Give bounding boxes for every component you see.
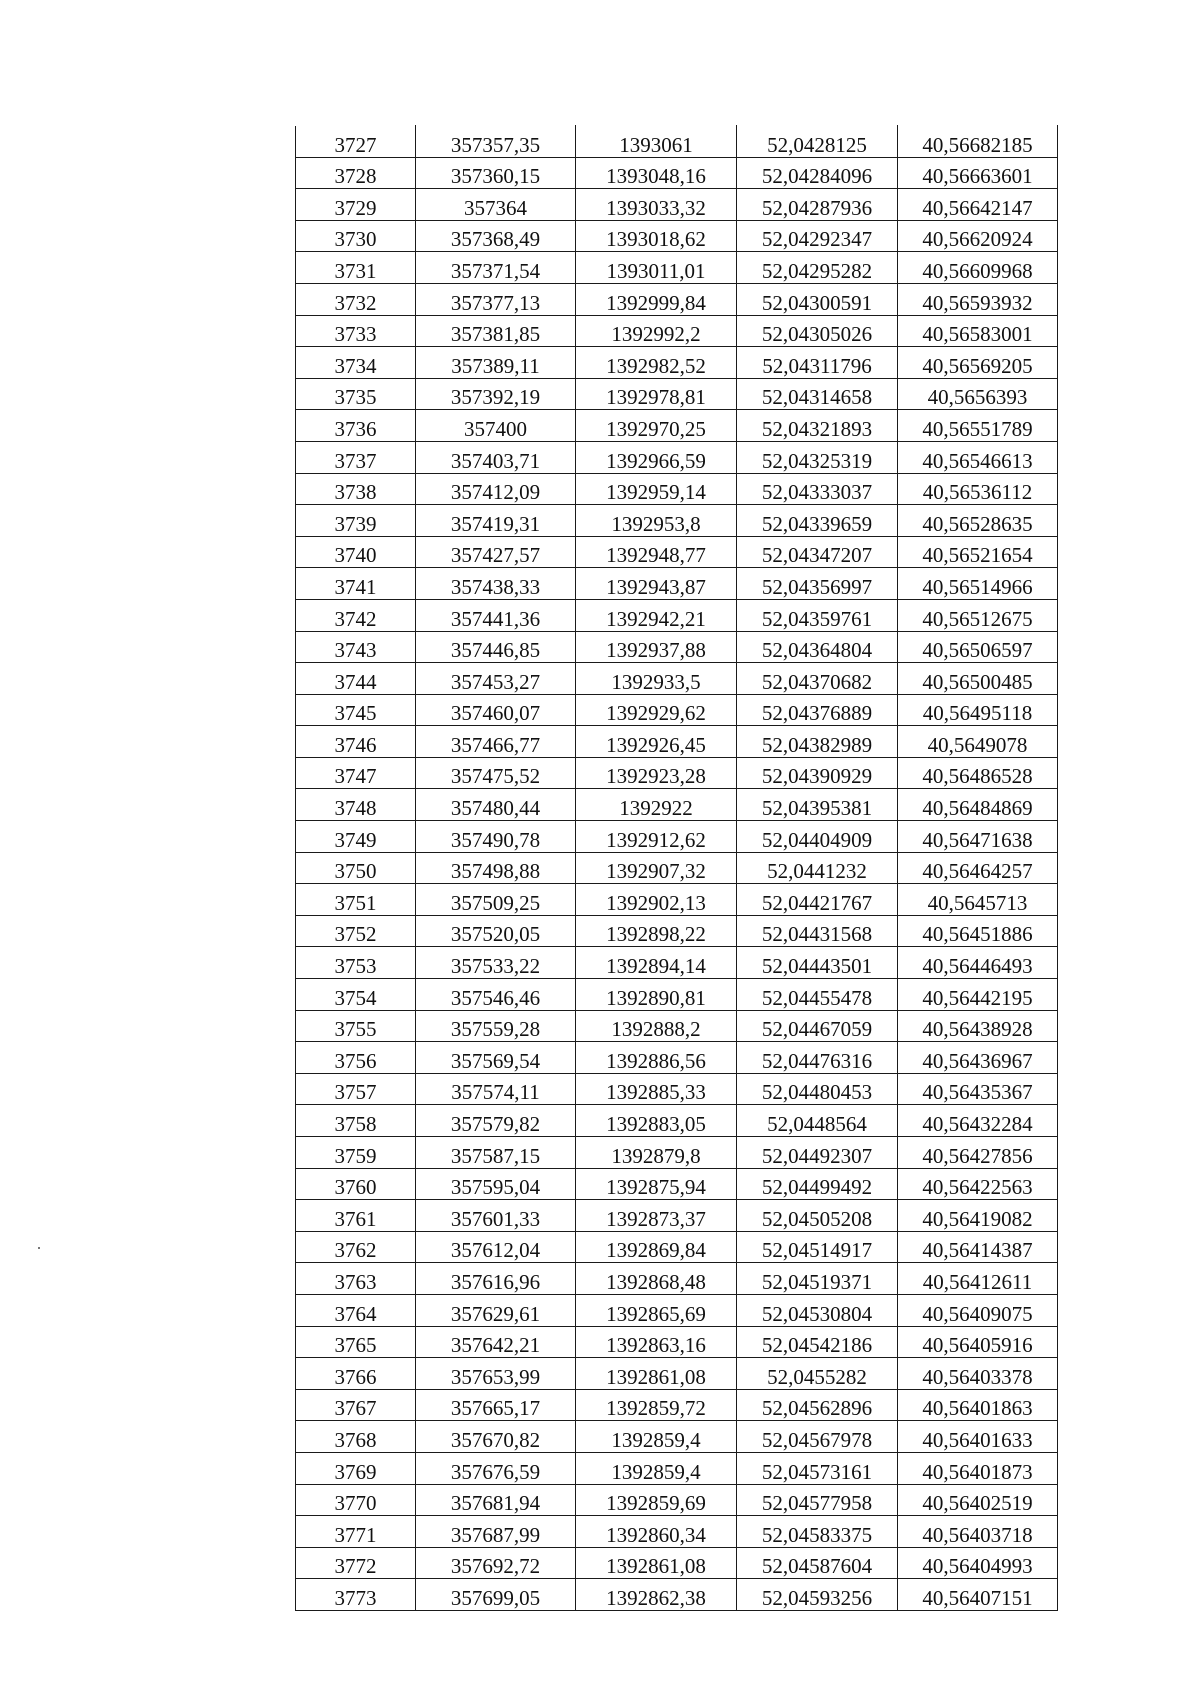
coordinates-table [295, 125, 1058, 1611]
y-coordinate-cell: 1392937,88 [576, 631, 737, 663]
y-coordinate-cell: 1392859,4 [576, 1421, 737, 1453]
point-number-cell: 3761 [296, 1200, 416, 1232]
table-row [296, 568, 1058, 600]
table-row [296, 1231, 1058, 1263]
y-coordinate-cell: 1392907,32 [576, 852, 737, 884]
table-row [296, 473, 1058, 505]
point-number-cell: 3737 [296, 441, 416, 473]
latitude-cell: 52,04321893 [737, 410, 898, 442]
x-coordinate-cell: 357360,15 [416, 157, 576, 189]
x-coordinate-cell: 357475,52 [416, 757, 576, 789]
longitude-cell: 40,56451886 [898, 915, 1058, 947]
longitude-cell: 40,56435367 [898, 1073, 1058, 1105]
table-row [296, 1010, 1058, 1042]
point-number-cell: 3730 [296, 220, 416, 252]
y-coordinate-cell: 1393061 [576, 126, 737, 158]
x-coordinate-cell: 357389,11 [416, 347, 576, 379]
latitude-cell: 52,04333037 [737, 473, 898, 505]
table-row [296, 1200, 1058, 1232]
y-coordinate-cell: 1392922 [576, 789, 737, 821]
latitude-cell: 52,04364804 [737, 631, 898, 663]
table-row [296, 536, 1058, 568]
longitude-cell: 40,56583001 [898, 315, 1058, 347]
x-coordinate-cell: 357403,71 [416, 441, 576, 473]
longitude-cell: 40,56620924 [898, 220, 1058, 252]
longitude-cell: 40,56401633 [898, 1421, 1058, 1453]
point-number-cell: 3736 [296, 410, 416, 442]
table-row [296, 726, 1058, 758]
point-number-cell: 3772 [296, 1547, 416, 1579]
x-coordinate-cell: 357692,72 [416, 1547, 576, 1579]
table-row [296, 1547, 1058, 1579]
latitude-cell: 52,04593256 [737, 1579, 898, 1611]
y-coordinate-cell: 1392943,87 [576, 568, 737, 600]
point-number-cell: 3767 [296, 1389, 416, 1421]
longitude-cell: 40,56609968 [898, 252, 1058, 284]
latitude-cell: 52,04356997 [737, 568, 898, 600]
latitude-cell: 52,04499492 [737, 1168, 898, 1200]
table-row [296, 1421, 1058, 1453]
point-number-cell: 3770 [296, 1484, 416, 1516]
y-coordinate-cell: 1392875,94 [576, 1168, 737, 1200]
longitude-cell: 40,56682185 [898, 126, 1058, 158]
point-number-cell: 3763 [296, 1263, 416, 1295]
latitude-cell: 52,04284096 [737, 157, 898, 189]
longitude-cell: 40,56512675 [898, 599, 1058, 631]
table-row [296, 947, 1058, 979]
point-number-cell: 3750 [296, 852, 416, 884]
x-coordinate-cell: 357612,04 [416, 1231, 576, 1263]
longitude-cell: 40,56442195 [898, 979, 1058, 1011]
x-coordinate-cell: 357569,54 [416, 1042, 576, 1074]
x-coordinate-cell: 357438,33 [416, 568, 576, 600]
y-coordinate-cell: 1393048,16 [576, 157, 737, 189]
table-row [296, 1042, 1058, 1074]
point-number-cell: 3755 [296, 1010, 416, 1042]
y-coordinate-cell: 1393033,32 [576, 189, 737, 221]
table-row [296, 505, 1058, 537]
y-coordinate-cell: 1392894,14 [576, 947, 737, 979]
longitude-cell: 40,56642147 [898, 189, 1058, 221]
y-coordinate-cell: 1392898,22 [576, 915, 737, 947]
longitude-cell: 40,56436967 [898, 1042, 1058, 1074]
point-number-cell: 3765 [296, 1326, 416, 1358]
point-number-cell: 3742 [296, 599, 416, 631]
y-coordinate-cell: 1392912,62 [576, 821, 737, 853]
x-coordinate-cell: 357546,46 [416, 979, 576, 1011]
table-row [296, 1516, 1058, 1548]
x-coordinate-cell: 357441,36 [416, 599, 576, 631]
table-row [296, 1579, 1058, 1611]
table-row [296, 757, 1058, 789]
latitude-cell: 52,0441232 [737, 852, 898, 884]
point-number-cell: 3747 [296, 757, 416, 789]
latitude-cell: 52,04370682 [737, 663, 898, 695]
x-coordinate-cell: 357520,05 [416, 915, 576, 947]
latitude-cell: 52,04476316 [737, 1042, 898, 1074]
latitude-cell: 52,04573161 [737, 1452, 898, 1484]
table-row [296, 315, 1058, 347]
table-row [296, 852, 1058, 884]
point-number-cell: 3752 [296, 915, 416, 947]
latitude-cell: 52,04395381 [737, 789, 898, 821]
table-row [296, 283, 1058, 315]
point-number-cell: 3764 [296, 1294, 416, 1326]
x-coordinate-cell: 357480,44 [416, 789, 576, 821]
latitude-cell: 52,04505208 [737, 1200, 898, 1232]
point-number-cell: 3746 [296, 726, 416, 758]
longitude-cell: 40,5649078 [898, 726, 1058, 758]
x-coordinate-cell: 357490,78 [416, 821, 576, 853]
latitude-cell: 52,0428125 [737, 126, 898, 158]
point-number-cell: 3749 [296, 821, 416, 853]
longitude-cell: 40,56403378 [898, 1358, 1058, 1390]
x-coordinate-cell: 357446,85 [416, 631, 576, 663]
latitude-cell: 52,04287936 [737, 189, 898, 221]
table-row [296, 884, 1058, 916]
point-number-cell: 3727 [296, 126, 416, 158]
point-number-cell: 3771 [296, 1516, 416, 1548]
longitude-cell: 40,56446493 [898, 947, 1058, 979]
x-coordinate-cell: 357629,61 [416, 1294, 576, 1326]
x-coordinate-cell: 357412,09 [416, 473, 576, 505]
y-coordinate-cell: 1392926,45 [576, 726, 737, 758]
x-coordinate-cell: 357368,49 [416, 220, 576, 252]
table-row [296, 1073, 1058, 1105]
longitude-cell: 40,56663601 [898, 157, 1058, 189]
x-coordinate-cell: 357687,99 [416, 1516, 576, 1548]
y-coordinate-cell: 1392929,62 [576, 694, 737, 726]
table-row [296, 126, 1058, 158]
x-coordinate-cell: 357509,25 [416, 884, 576, 916]
point-number-cell: 3748 [296, 789, 416, 821]
latitude-cell: 52,04567978 [737, 1421, 898, 1453]
latitude-cell: 52,04480453 [737, 1073, 898, 1105]
x-coordinate-cell: 357466,77 [416, 726, 576, 758]
latitude-cell: 52,04339659 [737, 505, 898, 537]
point-number-cell: 3758 [296, 1105, 416, 1137]
y-coordinate-cell: 1392966,59 [576, 441, 737, 473]
x-coordinate-cell: 357427,57 [416, 536, 576, 568]
y-coordinate-cell: 1392992,2 [576, 315, 737, 347]
y-coordinate-cell: 1392942,21 [576, 599, 737, 631]
coordinates-table-body [296, 126, 1058, 1611]
point-number-cell: 3773 [296, 1579, 416, 1611]
y-coordinate-cell: 1392861,08 [576, 1358, 737, 1390]
longitude-cell: 40,5656393 [898, 378, 1058, 410]
longitude-cell: 40,56569205 [898, 347, 1058, 379]
y-coordinate-cell: 1392999,84 [576, 283, 737, 315]
y-coordinate-cell: 1392888,2 [576, 1010, 737, 1042]
point-number-cell: 3754 [296, 979, 416, 1011]
x-coordinate-cell: 357653,99 [416, 1358, 576, 1390]
longitude-cell: 40,5645713 [898, 884, 1058, 916]
table-row [296, 1137, 1058, 1169]
longitude-cell: 40,56551789 [898, 410, 1058, 442]
point-number-cell: 3768 [296, 1421, 416, 1453]
point-number-cell: 3731 [296, 252, 416, 284]
point-number-cell: 3741 [296, 568, 416, 600]
x-coordinate-cell: 357616,96 [416, 1263, 576, 1295]
latitude-cell: 52,04443501 [737, 947, 898, 979]
point-number-cell: 3756 [296, 1042, 416, 1074]
latitude-cell: 52,04519371 [737, 1263, 898, 1295]
longitude-cell: 40,56403718 [898, 1516, 1058, 1548]
table-row [296, 915, 1058, 947]
longitude-cell: 40,56419082 [898, 1200, 1058, 1232]
table-row [296, 694, 1058, 726]
point-number-cell: 3751 [296, 884, 416, 916]
point-number-cell: 3766 [296, 1358, 416, 1390]
table-row [296, 631, 1058, 663]
point-number-cell: 3769 [296, 1452, 416, 1484]
x-coordinate-cell: 357699,05 [416, 1579, 576, 1611]
scan-speck [38, 1247, 40, 1249]
latitude-cell: 52,04376889 [737, 694, 898, 726]
longitude-cell: 40,56401873 [898, 1452, 1058, 1484]
latitude-cell: 52,04577958 [737, 1484, 898, 1516]
x-coordinate-cell: 357676,59 [416, 1452, 576, 1484]
x-coordinate-cell: 357533,22 [416, 947, 576, 979]
x-coordinate-cell: 357381,85 [416, 315, 576, 347]
x-coordinate-cell: 357371,54 [416, 252, 576, 284]
longitude-cell: 40,56471638 [898, 821, 1058, 853]
longitude-cell: 40,56528635 [898, 505, 1058, 537]
latitude-cell: 52,04562896 [737, 1389, 898, 1421]
x-coordinate-cell: 357681,94 [416, 1484, 576, 1516]
y-coordinate-cell: 1392933,5 [576, 663, 737, 695]
table-row [296, 663, 1058, 695]
x-coordinate-cell: 357665,17 [416, 1389, 576, 1421]
table-row [296, 599, 1058, 631]
longitude-cell: 40,56438928 [898, 1010, 1058, 1042]
x-coordinate-cell: 357419,31 [416, 505, 576, 537]
y-coordinate-cell: 1392902,13 [576, 884, 737, 916]
y-coordinate-cell: 1392860,34 [576, 1516, 737, 1548]
longitude-cell: 40,56521654 [898, 536, 1058, 568]
longitude-cell: 40,56427856 [898, 1137, 1058, 1169]
point-number-cell: 3738 [296, 473, 416, 505]
table-row [296, 1358, 1058, 1390]
latitude-cell: 52,04431568 [737, 915, 898, 947]
y-coordinate-cell: 1392953,8 [576, 505, 737, 537]
y-coordinate-cell: 1392982,52 [576, 347, 737, 379]
y-coordinate-cell: 1392885,33 [576, 1073, 737, 1105]
latitude-cell: 52,0448564 [737, 1105, 898, 1137]
table-row [296, 252, 1058, 284]
y-coordinate-cell: 1392862,38 [576, 1579, 737, 1611]
x-coordinate-cell: 357642,21 [416, 1326, 576, 1358]
x-coordinate-cell: 357559,28 [416, 1010, 576, 1042]
longitude-cell: 40,56593932 [898, 283, 1058, 315]
y-coordinate-cell: 1392873,37 [576, 1200, 737, 1232]
point-number-cell: 3760 [296, 1168, 416, 1200]
y-coordinate-cell: 1392865,69 [576, 1294, 737, 1326]
longitude-cell: 40,56405916 [898, 1326, 1058, 1358]
latitude-cell: 52,04305026 [737, 315, 898, 347]
y-coordinate-cell: 1392859,69 [576, 1484, 737, 1516]
point-number-cell: 3729 [296, 189, 416, 221]
y-coordinate-cell: 1392863,16 [576, 1326, 737, 1358]
x-coordinate-cell: 357579,82 [416, 1105, 576, 1137]
x-coordinate-cell: 357377,13 [416, 283, 576, 315]
table-row [296, 1326, 1058, 1358]
table-row [296, 1294, 1058, 1326]
x-coordinate-cell: 357587,15 [416, 1137, 576, 1169]
point-number-cell: 3740 [296, 536, 416, 568]
y-coordinate-cell: 1392859,4 [576, 1452, 737, 1484]
latitude-cell: 52,04514917 [737, 1231, 898, 1263]
x-coordinate-cell: 357400 [416, 410, 576, 442]
table-row [296, 220, 1058, 252]
longitude-cell: 40,56409075 [898, 1294, 1058, 1326]
longitude-cell: 40,56422563 [898, 1168, 1058, 1200]
point-number-cell: 3732 [296, 283, 416, 315]
y-coordinate-cell: 1392948,77 [576, 536, 737, 568]
table-row [296, 1263, 1058, 1295]
y-coordinate-cell: 1392869,84 [576, 1231, 737, 1263]
longitude-cell: 40,56412611 [898, 1263, 1058, 1295]
latitude-cell: 52,04300591 [737, 283, 898, 315]
latitude-cell: 52,04455478 [737, 979, 898, 1011]
longitude-cell: 40,56484869 [898, 789, 1058, 821]
point-number-cell: 3759 [296, 1137, 416, 1169]
point-number-cell: 3735 [296, 378, 416, 410]
longitude-cell: 40,56500485 [898, 663, 1058, 695]
longitude-cell: 40,56495118 [898, 694, 1058, 726]
table-row [296, 821, 1058, 853]
latitude-cell: 52,04492307 [737, 1137, 898, 1169]
latitude-cell: 52,04292347 [737, 220, 898, 252]
y-coordinate-cell: 1393011,01 [576, 252, 737, 284]
longitude-cell: 40,56514966 [898, 568, 1058, 600]
table-row [296, 1389, 1058, 1421]
longitude-cell: 40,56402519 [898, 1484, 1058, 1516]
point-number-cell: 3753 [296, 947, 416, 979]
table-row [296, 1105, 1058, 1137]
table-row [296, 1484, 1058, 1516]
longitude-cell: 40,56486528 [898, 757, 1058, 789]
y-coordinate-cell: 1392861,08 [576, 1547, 737, 1579]
latitude-cell: 52,04325319 [737, 441, 898, 473]
point-number-cell: 3734 [296, 347, 416, 379]
latitude-cell: 52,04404909 [737, 821, 898, 853]
table-row [296, 410, 1058, 442]
point-number-cell: 3743 [296, 631, 416, 663]
x-coordinate-cell: 357595,04 [416, 1168, 576, 1200]
longitude-cell: 40,56546613 [898, 441, 1058, 473]
latitude-cell: 52,0455282 [737, 1358, 898, 1390]
table-row [296, 378, 1058, 410]
point-number-cell: 3733 [296, 315, 416, 347]
y-coordinate-cell: 1392890,81 [576, 979, 737, 1011]
longitude-cell: 40,56401863 [898, 1389, 1058, 1421]
table-row [296, 1168, 1058, 1200]
table-row [296, 979, 1058, 1011]
latitude-cell: 52,04421767 [737, 884, 898, 916]
latitude-cell: 52,04583375 [737, 1516, 898, 1548]
latitude-cell: 52,04467059 [737, 1010, 898, 1042]
latitude-cell: 52,04311796 [737, 347, 898, 379]
point-number-cell: 3762 [296, 1231, 416, 1263]
longitude-cell: 40,56404993 [898, 1547, 1058, 1579]
latitude-cell: 52,04347207 [737, 536, 898, 568]
x-coordinate-cell: 357574,11 [416, 1073, 576, 1105]
longitude-cell: 40,56414387 [898, 1231, 1058, 1263]
y-coordinate-cell: 1392859,72 [576, 1389, 737, 1421]
point-number-cell: 3728 [296, 157, 416, 189]
x-coordinate-cell: 357498,88 [416, 852, 576, 884]
latitude-cell: 52,04390929 [737, 757, 898, 789]
latitude-cell: 52,04530804 [737, 1294, 898, 1326]
x-coordinate-cell: 357601,33 [416, 1200, 576, 1232]
longitude-cell: 40,56432284 [898, 1105, 1058, 1137]
latitude-cell: 52,04359761 [737, 599, 898, 631]
y-coordinate-cell: 1392868,48 [576, 1263, 737, 1295]
point-number-cell: 3744 [296, 663, 416, 695]
y-coordinate-cell: 1392959,14 [576, 473, 737, 505]
point-number-cell: 3757 [296, 1073, 416, 1105]
point-number-cell: 3739 [296, 505, 416, 537]
x-coordinate-cell: 357364 [416, 189, 576, 221]
y-coordinate-cell: 1392886,56 [576, 1042, 737, 1074]
x-coordinate-cell: 357670,82 [416, 1421, 576, 1453]
y-coordinate-cell: 1393018,62 [576, 220, 737, 252]
longitude-cell: 40,56536112 [898, 473, 1058, 505]
y-coordinate-cell: 1392883,05 [576, 1105, 737, 1137]
longitude-cell: 40,56506597 [898, 631, 1058, 663]
longitude-cell: 40,56464257 [898, 852, 1058, 884]
x-coordinate-cell: 357453,27 [416, 663, 576, 695]
table-row [296, 189, 1058, 221]
y-coordinate-cell: 1392923,28 [576, 757, 737, 789]
latitude-cell: 52,04382989 [737, 726, 898, 758]
y-coordinate-cell: 1392879,8 [576, 1137, 737, 1169]
table-row [296, 347, 1058, 379]
table-row [296, 441, 1058, 473]
latitude-cell: 52,04314658 [737, 378, 898, 410]
table-row [296, 1452, 1058, 1484]
x-coordinate-cell: 357392,19 [416, 378, 576, 410]
y-coordinate-cell: 1392978,81 [576, 378, 737, 410]
y-coordinate-cell: 1392970,25 [576, 410, 737, 442]
x-coordinate-cell: 357460,07 [416, 694, 576, 726]
latitude-cell: 52,04295282 [737, 252, 898, 284]
latitude-cell: 52,04542186 [737, 1326, 898, 1358]
longitude-cell: 40,56407151 [898, 1579, 1058, 1611]
table-row [296, 157, 1058, 189]
point-number-cell: 3745 [296, 694, 416, 726]
x-coordinate-cell: 357357,35 [416, 126, 576, 158]
table-row [296, 789, 1058, 821]
latitude-cell: 52,04587604 [737, 1547, 898, 1579]
